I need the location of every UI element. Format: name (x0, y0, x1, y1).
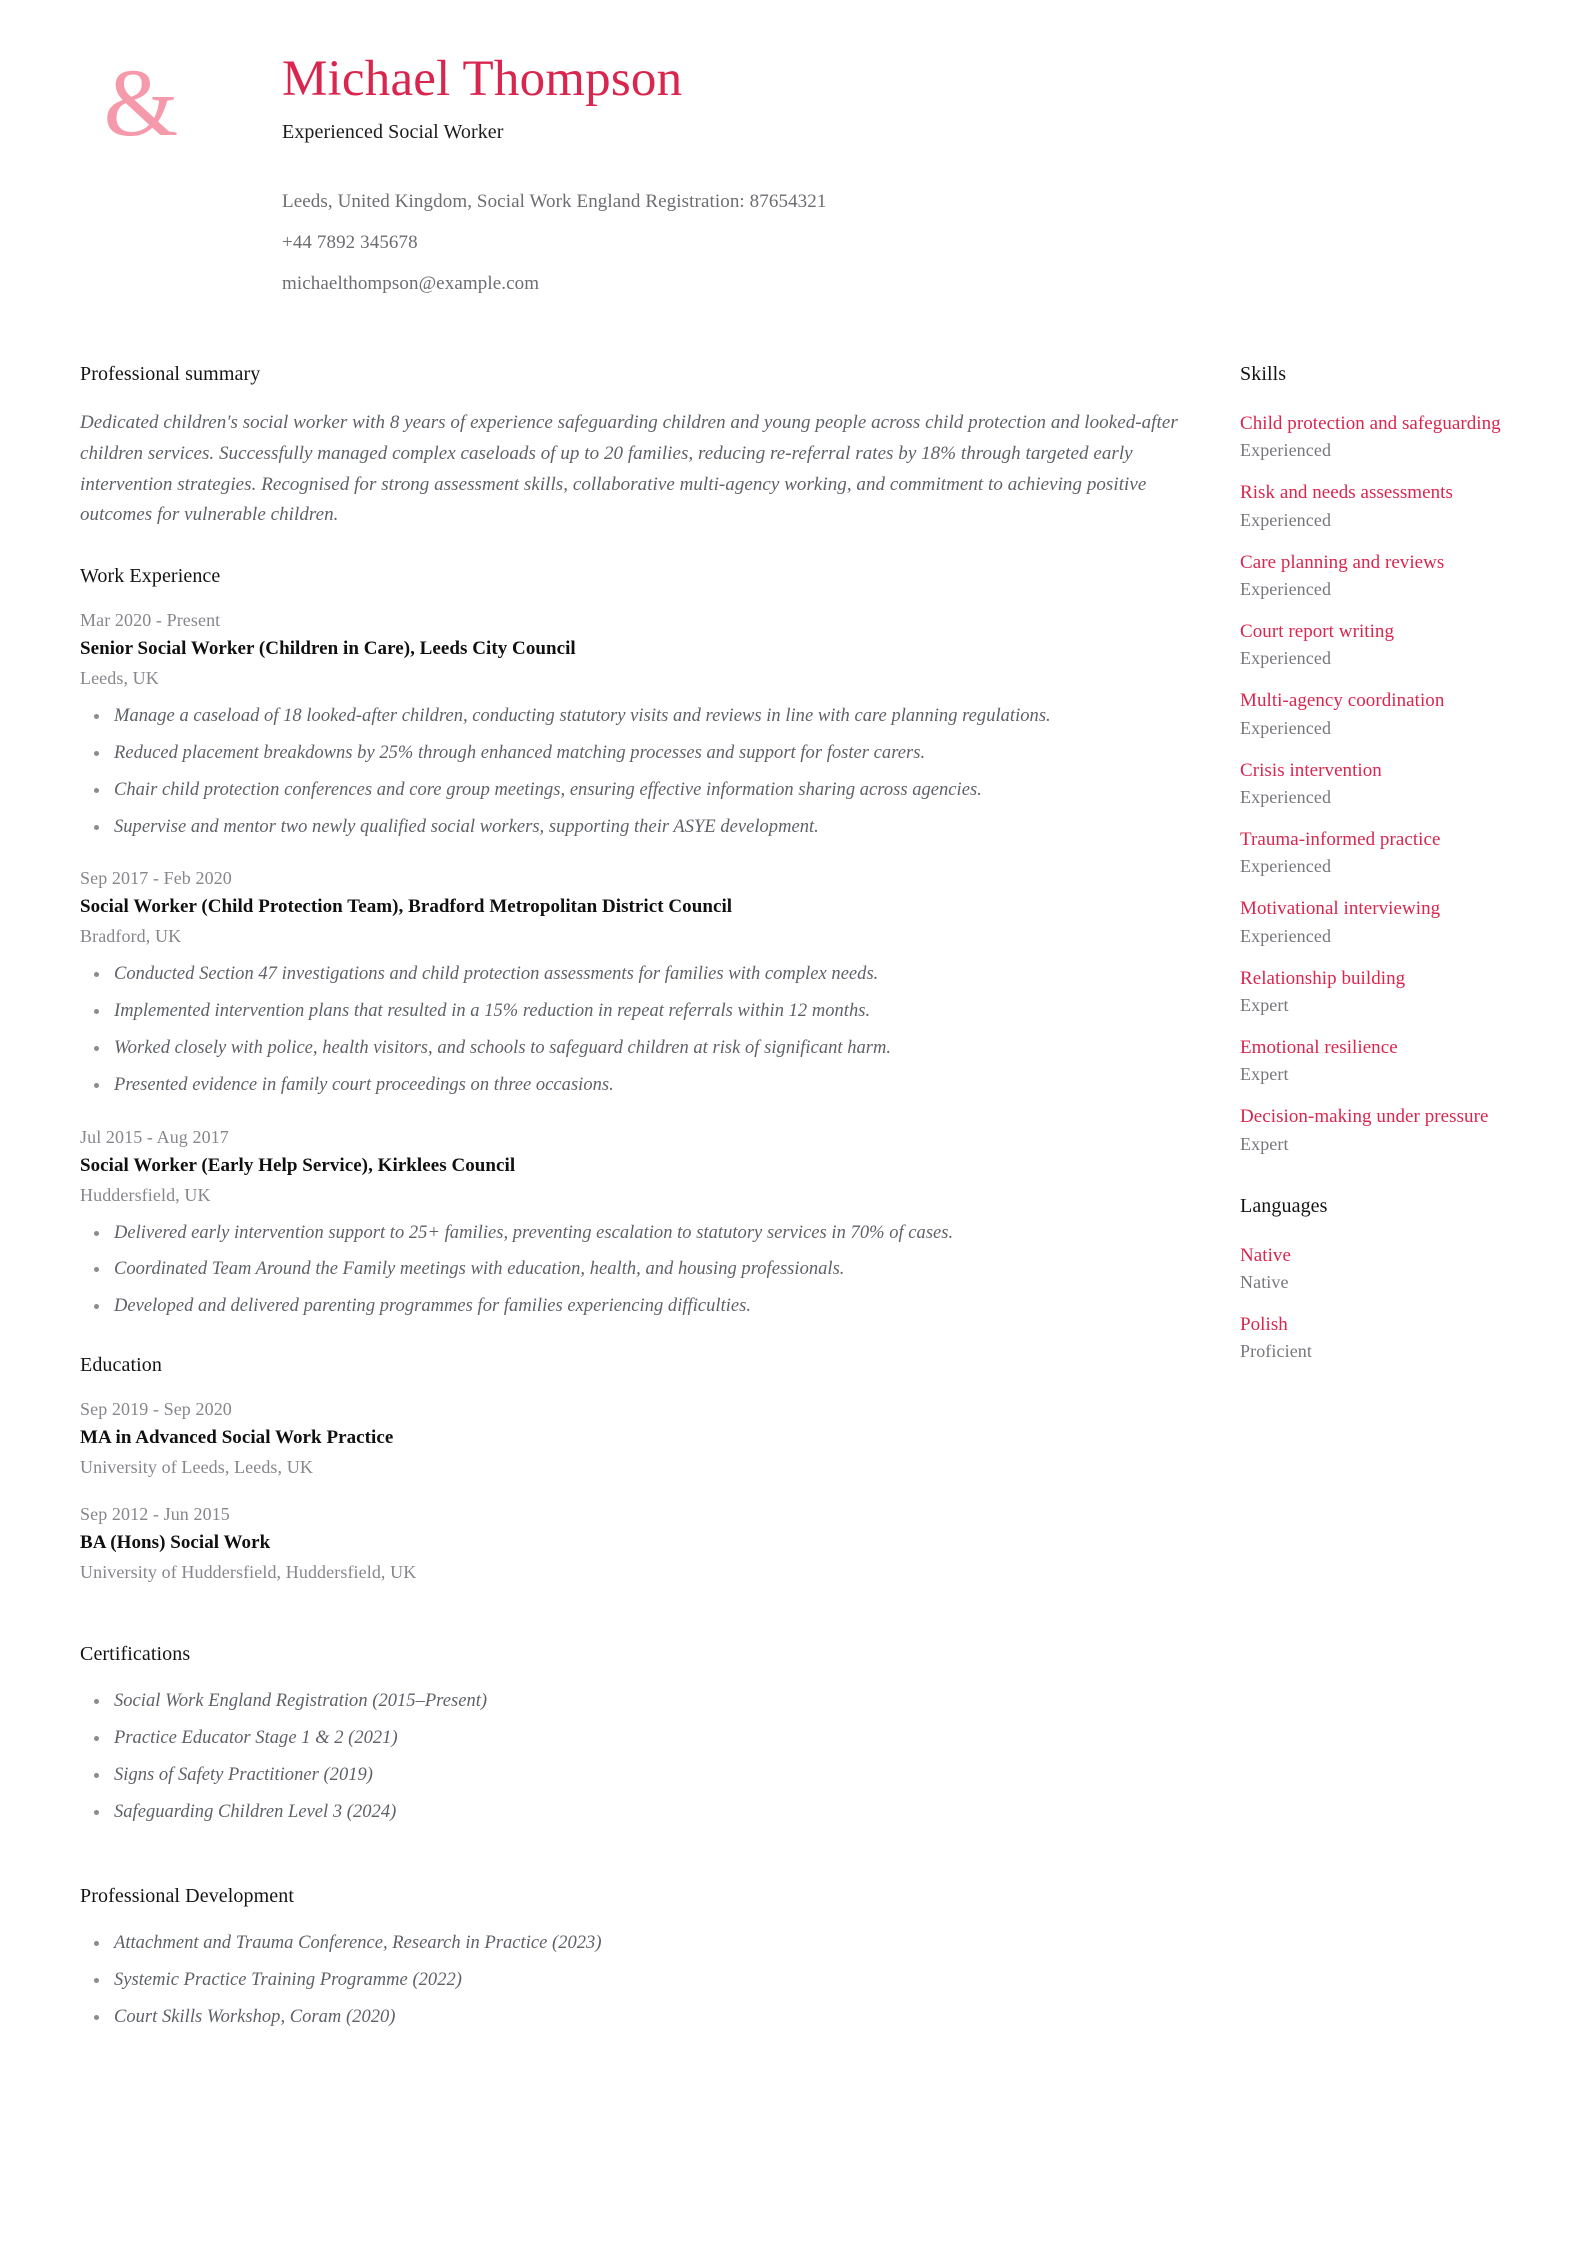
skill-item (1240, 689, 1528, 738)
list-item: Presented evidence in family court proceedings on three occasions. (80, 1072, 1200, 1099)
work-entry-location: Leeds, UK (80, 668, 159, 689)
main-column (80, 363, 1240, 2065)
skill-item (1240, 481, 1528, 530)
section-title-languages: Languages (1240, 1194, 1328, 1217)
language-level: Proficient (1240, 1341, 1312, 1362)
candidate-headline: Experienced Social Worker (282, 121, 504, 144)
section-title-skills: Skills (1240, 363, 1287, 386)
logo-container (0, 49, 282, 156)
professional-development-list (80, 1930, 1200, 2030)
education-entry-date: Sep 2019 - Sep 2020 (80, 1399, 232, 1420)
skill-item (1240, 620, 1528, 669)
work-entry (80, 868, 1200, 1098)
skill-item (1240, 759, 1528, 808)
list-item: Signs of Safety Practitioner (2019) (80, 1762, 1200, 1789)
skill-level: Experienced (1240, 509, 1332, 530)
work-entry-date: Sep 2017 - Feb 2020 (80, 868, 232, 889)
section-title-professional-development: Professional Development (80, 1885, 295, 1908)
skill-level: Expert (1240, 1064, 1289, 1085)
list-item: Delivered early intervention support to 25+ families, preventing escalation to statutory services in 70% of cases. (80, 1220, 1200, 1247)
list-item: Social Work England Registration (2015–Present) (80, 1688, 1200, 1715)
list-item: Coordinated Team Around the Family meetings with education, health, and housing professionals. (80, 1256, 1200, 1283)
contact-email: michaelthompson@example.com (282, 273, 540, 295)
skill-name: Risk and needs assessments (1240, 482, 1453, 504)
section-languages (1240, 1195, 1528, 1363)
skill-name: Child protection and safeguarding (1240, 413, 1501, 435)
section-title-work-experience: Work Experience (80, 565, 221, 588)
summary-text: Dedicated children's social worker with 8 years of experience safeguarding children and young people across child protection and looked-after children services. Successfully managed complex caseloads of up to 20 families, reducing re-referral rates by 18% through targeted early intervention strategies. Recognised for strong assessment skills, collaborative multi-agency working, and commitment to achieving positive outcomes for vulnerable children. (80, 412, 1178, 526)
work-entry-date: Mar 2020 - Present (80, 610, 221, 631)
skill-level: Experienced (1240, 648, 1332, 669)
education-entry-date: Sep 2012 - Jun 2015 (80, 1504, 230, 1525)
list-item: Developed and delivered parenting programmes for families experiencing difficulties. (80, 1293, 1200, 1320)
skill-item (1240, 897, 1528, 946)
skill-level: Expert (1240, 994, 1289, 1015)
skill-level: Experienced (1240, 579, 1332, 600)
skill-name: Court report writing (1240, 621, 1395, 643)
education-entry-institution: University of Huddersfield, Huddersfield, UK (80, 1562, 417, 1583)
work-entry-bullets (80, 961, 1200, 1098)
resume-body (0, 363, 1588, 2065)
skill-name: Motivational interviewing (1240, 898, 1441, 920)
skill-level: Experienced (1240, 925, 1332, 946)
skill-item (1240, 828, 1528, 877)
education-entry (80, 1504, 1200, 1583)
work-entry-title: Social Worker (Early Help Service), Kirklees Council (80, 1154, 516, 1176)
work-entry-date: Jul 2015 - Aug 2017 (80, 1126, 229, 1147)
skill-level: Experienced (1240, 717, 1332, 738)
skill-name: Care planning and reviews (1240, 551, 1445, 573)
work-entry-bullets (80, 703, 1200, 840)
education-entry-degree: BA (Hons) Social Work (80, 1532, 271, 1554)
section-education (80, 1354, 1200, 1583)
education-entry (80, 1399, 1200, 1478)
section-professional-development (80, 1885, 1200, 2030)
skill-level: Experienced (1240, 856, 1332, 877)
list-item: Implemented intervention plans that resulted in a 15% reduction in repeat referrals within 12 months. (80, 998, 1200, 1025)
skill-item (1240, 1036, 1528, 1085)
ampersand-logo-icon: & (103, 49, 179, 156)
skill-name: Trauma-informed practice (1240, 828, 1441, 850)
skill-name: Decision-making under pressure (1240, 1106, 1489, 1128)
contact-block (282, 192, 1508, 293)
sidebar-column (1240, 363, 1588, 1402)
work-entry (80, 610, 1200, 840)
spacer (80, 1859, 1200, 1885)
list-item: Chair child protection conferences and core group meetings, ensuring effective information sharing across agencies. (80, 777, 1200, 804)
work-entry-title: Senior Social Worker (Children in Care), Leeds City Council (80, 638, 576, 660)
work-entry-location: Huddersfield, UK (80, 1184, 211, 1205)
certifications-list (80, 1688, 1200, 1825)
section-title-education: Education (80, 1354, 162, 1377)
list-item: Court Skills Workshop, Coram (2020) (80, 2004, 1200, 2031)
section-skills (1240, 363, 1528, 1154)
skill-name: Multi-agency coordination (1240, 690, 1445, 712)
list-item: Reduced placement breakdowns by 25% through enhanced matching processes and support for foster carers. (80, 740, 1200, 767)
skill-name: Crisis intervention (1240, 759, 1382, 781)
skill-item (1240, 412, 1528, 461)
list-item: Conducted Section 47 investigations and child protection assessments for families with complex needs. (80, 961, 1200, 988)
list-item: Attachment and Trauma Conference, Research in Practice (2023) (80, 1930, 1200, 1957)
skill-name: Emotional resilience (1240, 1036, 1398, 1058)
skill-level: Experienced (1240, 786, 1332, 807)
list-item: Systemic Practice Training Programme (2022) (80, 1967, 1200, 1994)
work-entry-bullets (80, 1220, 1200, 1320)
section-title-certifications: Certifications (80, 1643, 191, 1666)
work-entry-title: Social Worker (Child Protection Team), Bradford Metropolitan District Council (80, 896, 733, 918)
list-item: Practice Educator Stage 1 & 2 (2021) (80, 1725, 1200, 1752)
language-item (1240, 1244, 1528, 1293)
skill-level: Experienced (1240, 440, 1332, 461)
list-item: Safeguarding Children Level 3 (2024) (80, 1799, 1200, 1826)
language-name: Native (1240, 1244, 1291, 1266)
work-entry-location: Bradford, UK (80, 926, 182, 947)
spacer (80, 1617, 1200, 1643)
skill-level: Expert (1240, 1133, 1289, 1154)
contact-location: Leeds, United Kingdom, Social Work England Registration: 87654321 (282, 191, 827, 213)
work-entry (80, 1127, 1200, 1320)
language-level: Native (1240, 1271, 1289, 1292)
skill-item (1240, 967, 1528, 1016)
education-entry-degree: MA in Advanced Social Work Practice (80, 1427, 394, 1449)
language-name: Polish (1240, 1313, 1288, 1335)
section-title-summary: Professional summary (80, 363, 261, 386)
contact-phone: +44 7892 345678 (282, 232, 418, 254)
resume-header (0, 0, 1588, 315)
language-item (1240, 1313, 1528, 1362)
list-item: Manage a caseload of 18 looked-after children, conducting statutory visits and reviews in line with care planning regulations. (80, 703, 1200, 730)
candidate-name: Michael Thompson (282, 51, 683, 107)
list-item: Worked closely with police, health visitors, and schools to safeguard children at risk of significant harm. (80, 1035, 1200, 1062)
education-entry-institution: University of Leeds, Leeds, UK (80, 1457, 313, 1478)
skill-item (1240, 1105, 1528, 1154)
section-work-experience (80, 565, 1200, 1320)
header-main (282, 52, 1588, 315)
section-professional-summary (80, 363, 1200, 531)
list-item: Supervise and mentor two newly qualified social workers, supporting their ASYE development. (80, 814, 1200, 841)
section-certifications (80, 1643, 1200, 1825)
skill-name: Relationship building (1240, 967, 1406, 989)
skill-item (1240, 551, 1528, 600)
